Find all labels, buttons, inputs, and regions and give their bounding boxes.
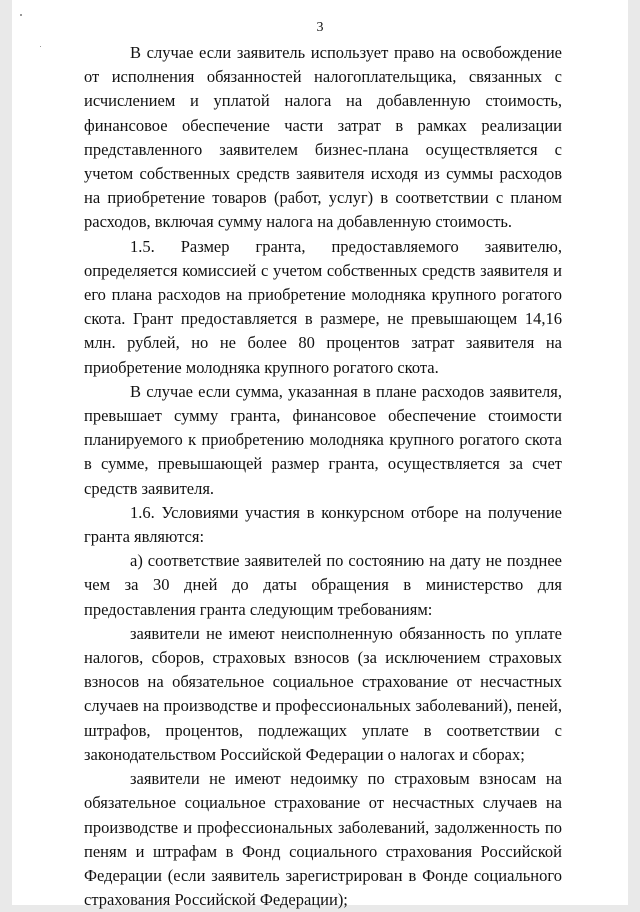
document-page	[12, 0, 628, 910]
paragraph-a-requirements: а) соответствие заявителей по состоянию на дату не позднее чем за 30 дней до даты обращения в министерство для предоставления гранта следующим требованиям:	[84, 551, 562, 619]
page-number: 3	[316, 20, 324, 35]
scan-speck	[20, 14, 22, 16]
paragraph-no-insurance-arrears: заявители не имеют недоимку по страховым взносам на обязательное социальное страхование от несчастных случаев на производстве и профессиональных заболеваний, задолженность по пеням и штрафам в Фонд социального страхования Российской Федерации (если заявитель зарегистрирован в Фонде социального страхования Российской Федерации);	[84, 769, 562, 910]
scan-speck	[40, 46, 41, 47]
document-body	[84, 41, 562, 912]
paragraph-no-tax-debt: заявители не имеют неисполненную обязанность по уплате налогов, сборов, страховых взносов (за исключением страховых взносов на обязательное социальное страхование от несчастных случаев на производстве и профессиональных заболеваний), пеней, штрафов, процентов, подлежащих уплате в соответствии с законодательством Российской Федерации о налогах и сборах;	[84, 623, 562, 764]
paragraph-vat-exemption: В случае если заявитель использует право на освобождение от исполнения обязанностей налогоплательщика, связанных с исчислением и уплатой налога на добавленную стоимость, финансовое обеспечение части затрат в рамках реализации представленного заявителем бизнес-плана осуществляется с учетом собственных средств заявителя исходя из суммы расходов на приобретение товаров (работ, услуг) в соответствии с планом расходов, включая сумму налога на добавленную стоимость.	[84, 43, 562, 232]
paragraph-1-6-conditions: 1.6. Условиями участия в конкурсном отборе на получение гранта являются:	[84, 502, 562, 547]
paragraph-excess-expenses: В случае если сумма, указанная в плане расходов заявителя, превышает сумму гранта, финансовое обеспечение стоимости планируемого к приобретению молодняка крупного рогатого скота в сумме, превышающей размер гранта, осуществляется за счет средств заявителя.	[84, 381, 562, 498]
paragraph-1-5-grant-size: 1.5. Размер гранта, предоставляемого заявителю, определяется комиссией с учетом собственных средств заявителя и его плана расходов на приобретение молодняка крупного рогатого скота. Грант предоставляется в размере, не превышающем 14,16 млн. рублей, но не более 80 процентов затрат заявителя на приобретение молодняка крупного рогатого скота.	[84, 236, 562, 377]
